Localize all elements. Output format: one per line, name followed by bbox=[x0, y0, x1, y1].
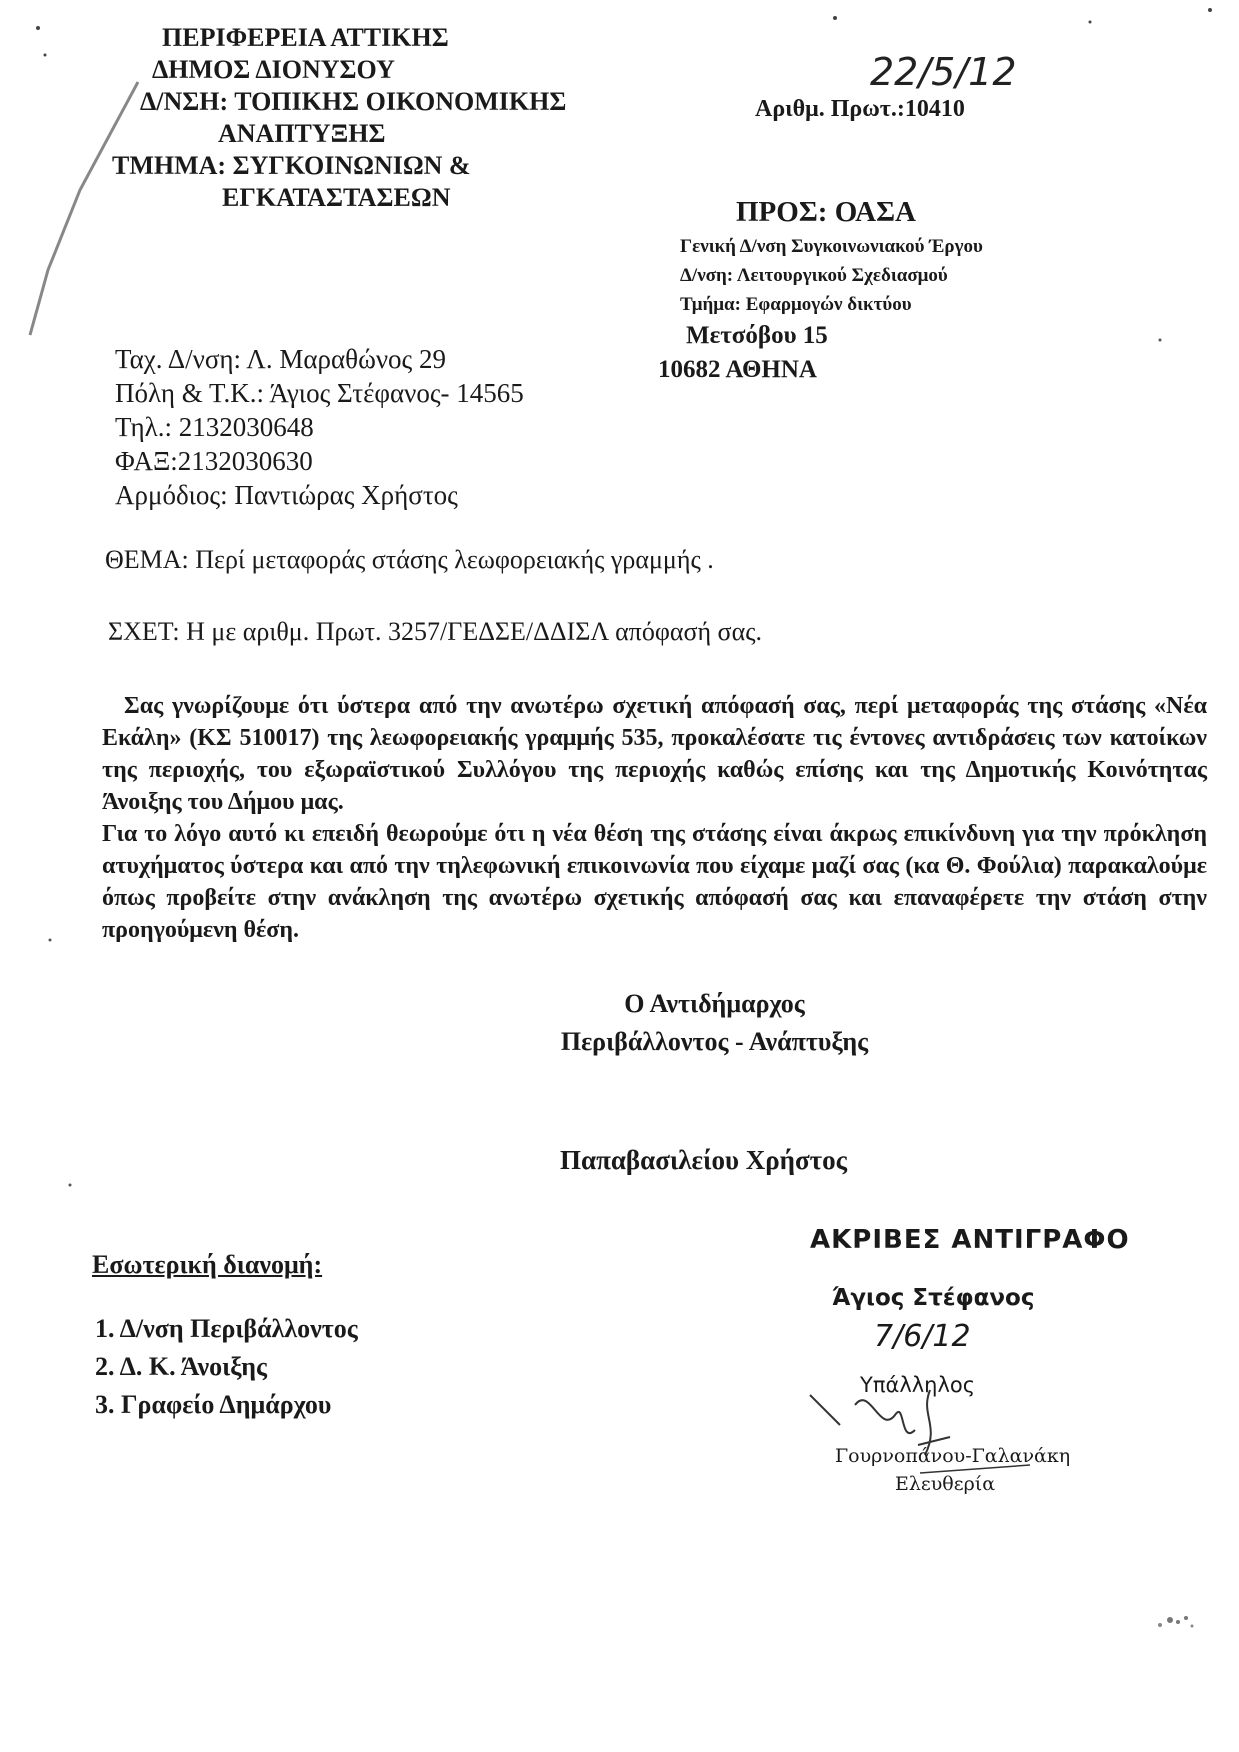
subject-line: ΘΕΜΑ: Περί μεταφοράς στάσης λεωφορειακής γραμμής . bbox=[105, 545, 714, 574]
recipient-block bbox=[658, 192, 983, 387]
distribution-list bbox=[95, 1310, 358, 1424]
stamp-place: Άγιος Στέφανος bbox=[832, 1285, 1035, 1311]
recipient-to: ΠΡΟΣ: ΟΑΣΑ bbox=[736, 196, 916, 228]
stamp-name-line2: Ελευθερία bbox=[895, 1473, 996, 1495]
sender-municipality: ΔΗΜΟΣ ΔΙΟΝΥΣΟΥ bbox=[152, 55, 395, 84]
body-paragraph: Σας γνωρίζουμε ότι ύστερα από την ανωτέρω σχετική απόφασή σας, περί μεταφοράς της στάσης «Νέα Εκάλη» (ΚΣ 510017) της λεωφορειακής γραμμής 535, προκαλέσατε τις έντονες αντιδράσεις των κατοίκων της περιοχής, του εξωραϊστικού Συλλόγου της περιοχής καθώς επίσης και της Δημοτικής Κοινότητας Άνοιξης του Δήμου μας. bbox=[102, 693, 1207, 815]
certified-copy-stamp bbox=[800, 1225, 1130, 1505]
contact-phone: Τηλ.: 2132030648 bbox=[115, 412, 314, 442]
sender-department: ΤΜΗΜΑ: ΣΥΓΚΟΙΝΩΝΙΩΝ & bbox=[112, 151, 471, 180]
contact-city: Πόλη & Τ.Κ.: Άγιος Στέφανος- 14565 bbox=[115, 378, 524, 408]
signer-role-title: Ο Αντιδήμαρχος bbox=[624, 989, 805, 1018]
body-paragraph: Για το λόγο αυτό κι επειδή θεωρούμε ότι η νέα θέση της στάσης είναι άκρως επικίνδυνη για την πρόκληση ατυχήματος ύστερα και από την τηλεφωνική επικοινωνία που είχαμε μαζί σας (κα Θ. Φούλια) παρακαλούμε όπως προβείτε στην ανάκληση της ανωτέρω σχετικής απόφασή σας και επαναφέρετε την στάση στην προηγούμενη θέση. bbox=[102, 821, 1207, 943]
letter-body bbox=[102, 690, 1207, 946]
sender-department-cont: ΕΓΚΑΤΑΣΤΑΣΕΩΝ bbox=[222, 183, 451, 212]
contact-fax: ΦΑΞ:2132030630 bbox=[115, 446, 313, 476]
distribution-item: 3. Γραφείο Δημάρχου bbox=[95, 1390, 332, 1419]
distribution-item: 1. Δ/νση Περιβάλλοντος bbox=[95, 1314, 358, 1343]
distribution-title: Εσωτερική διανομή: bbox=[92, 1250, 323, 1279]
signer-role-area: Περιβάλλοντος - Ανάπτυξης bbox=[560, 1027, 869, 1056]
contact-responsible: Αρμόδιος: Παντιώρας Χρήστος bbox=[115, 480, 458, 510]
recipient-line: Δ/νση: Λειτουργικού Σχεδιασμού bbox=[680, 265, 948, 286]
reference-line: ΣΧΕΤ: Η με αριθμ. Πρωτ. 3257/ΓΕΔΣΕ/ΔΔΙΣΛ απόφασή σας. bbox=[108, 617, 762, 646]
recipient-line: Τμήμα: Εφαρμογών δικτύου bbox=[680, 294, 912, 315]
handwritten-date: 22/5/12 bbox=[870, 50, 1017, 94]
signer-name: Παπαβασιλείου Χρήστος bbox=[560, 1145, 848, 1175]
stamp-date: 7/6/12 bbox=[874, 1319, 971, 1354]
recipient-line: Γενική Δ/νση Συγκοινωνιακού Έργου bbox=[680, 236, 983, 257]
contact-address: Ταχ. Δ/νση: Λ. Μαραθώνος 29 bbox=[115, 344, 446, 374]
signer-role-block bbox=[0, 985, 1239, 1061]
sender-region: ΠΕΡΙΦΕΡΕΙΑ ΑΤΤΙΚΗΣ bbox=[162, 23, 449, 52]
stamp-name-line1: Γουρνοπάνου-Γαλανάκη bbox=[835, 1445, 1071, 1467]
sender-block bbox=[112, 22, 566, 214]
stamp-title: ΑΚΡΙΒΕΣ ΑΝΤΙΓΡΑΦΟ bbox=[810, 1225, 1130, 1255]
stamp-role: Υπάλληλος bbox=[860, 1373, 976, 1397]
recipient-street: Μετσόβου 15 bbox=[686, 322, 828, 349]
distribution-item: 2. Δ. Κ. Άνοιξης bbox=[95, 1352, 267, 1381]
sender-directorate-cont: ΑΝΑΠΤΥΞΗΣ bbox=[218, 119, 386, 148]
contact-block bbox=[115, 342, 524, 512]
sender-directorate: Δ/ΝΣΗ: ΤΟΠΙΚΗΣ ΟΙΚΟΝΟΜΙΚΗΣ bbox=[140, 87, 567, 116]
recipient-city: 10682 ΑΘΗΝΑ bbox=[658, 356, 817, 383]
protocol-number: Αριθμ. Πρωτ.:10410 bbox=[755, 96, 965, 122]
